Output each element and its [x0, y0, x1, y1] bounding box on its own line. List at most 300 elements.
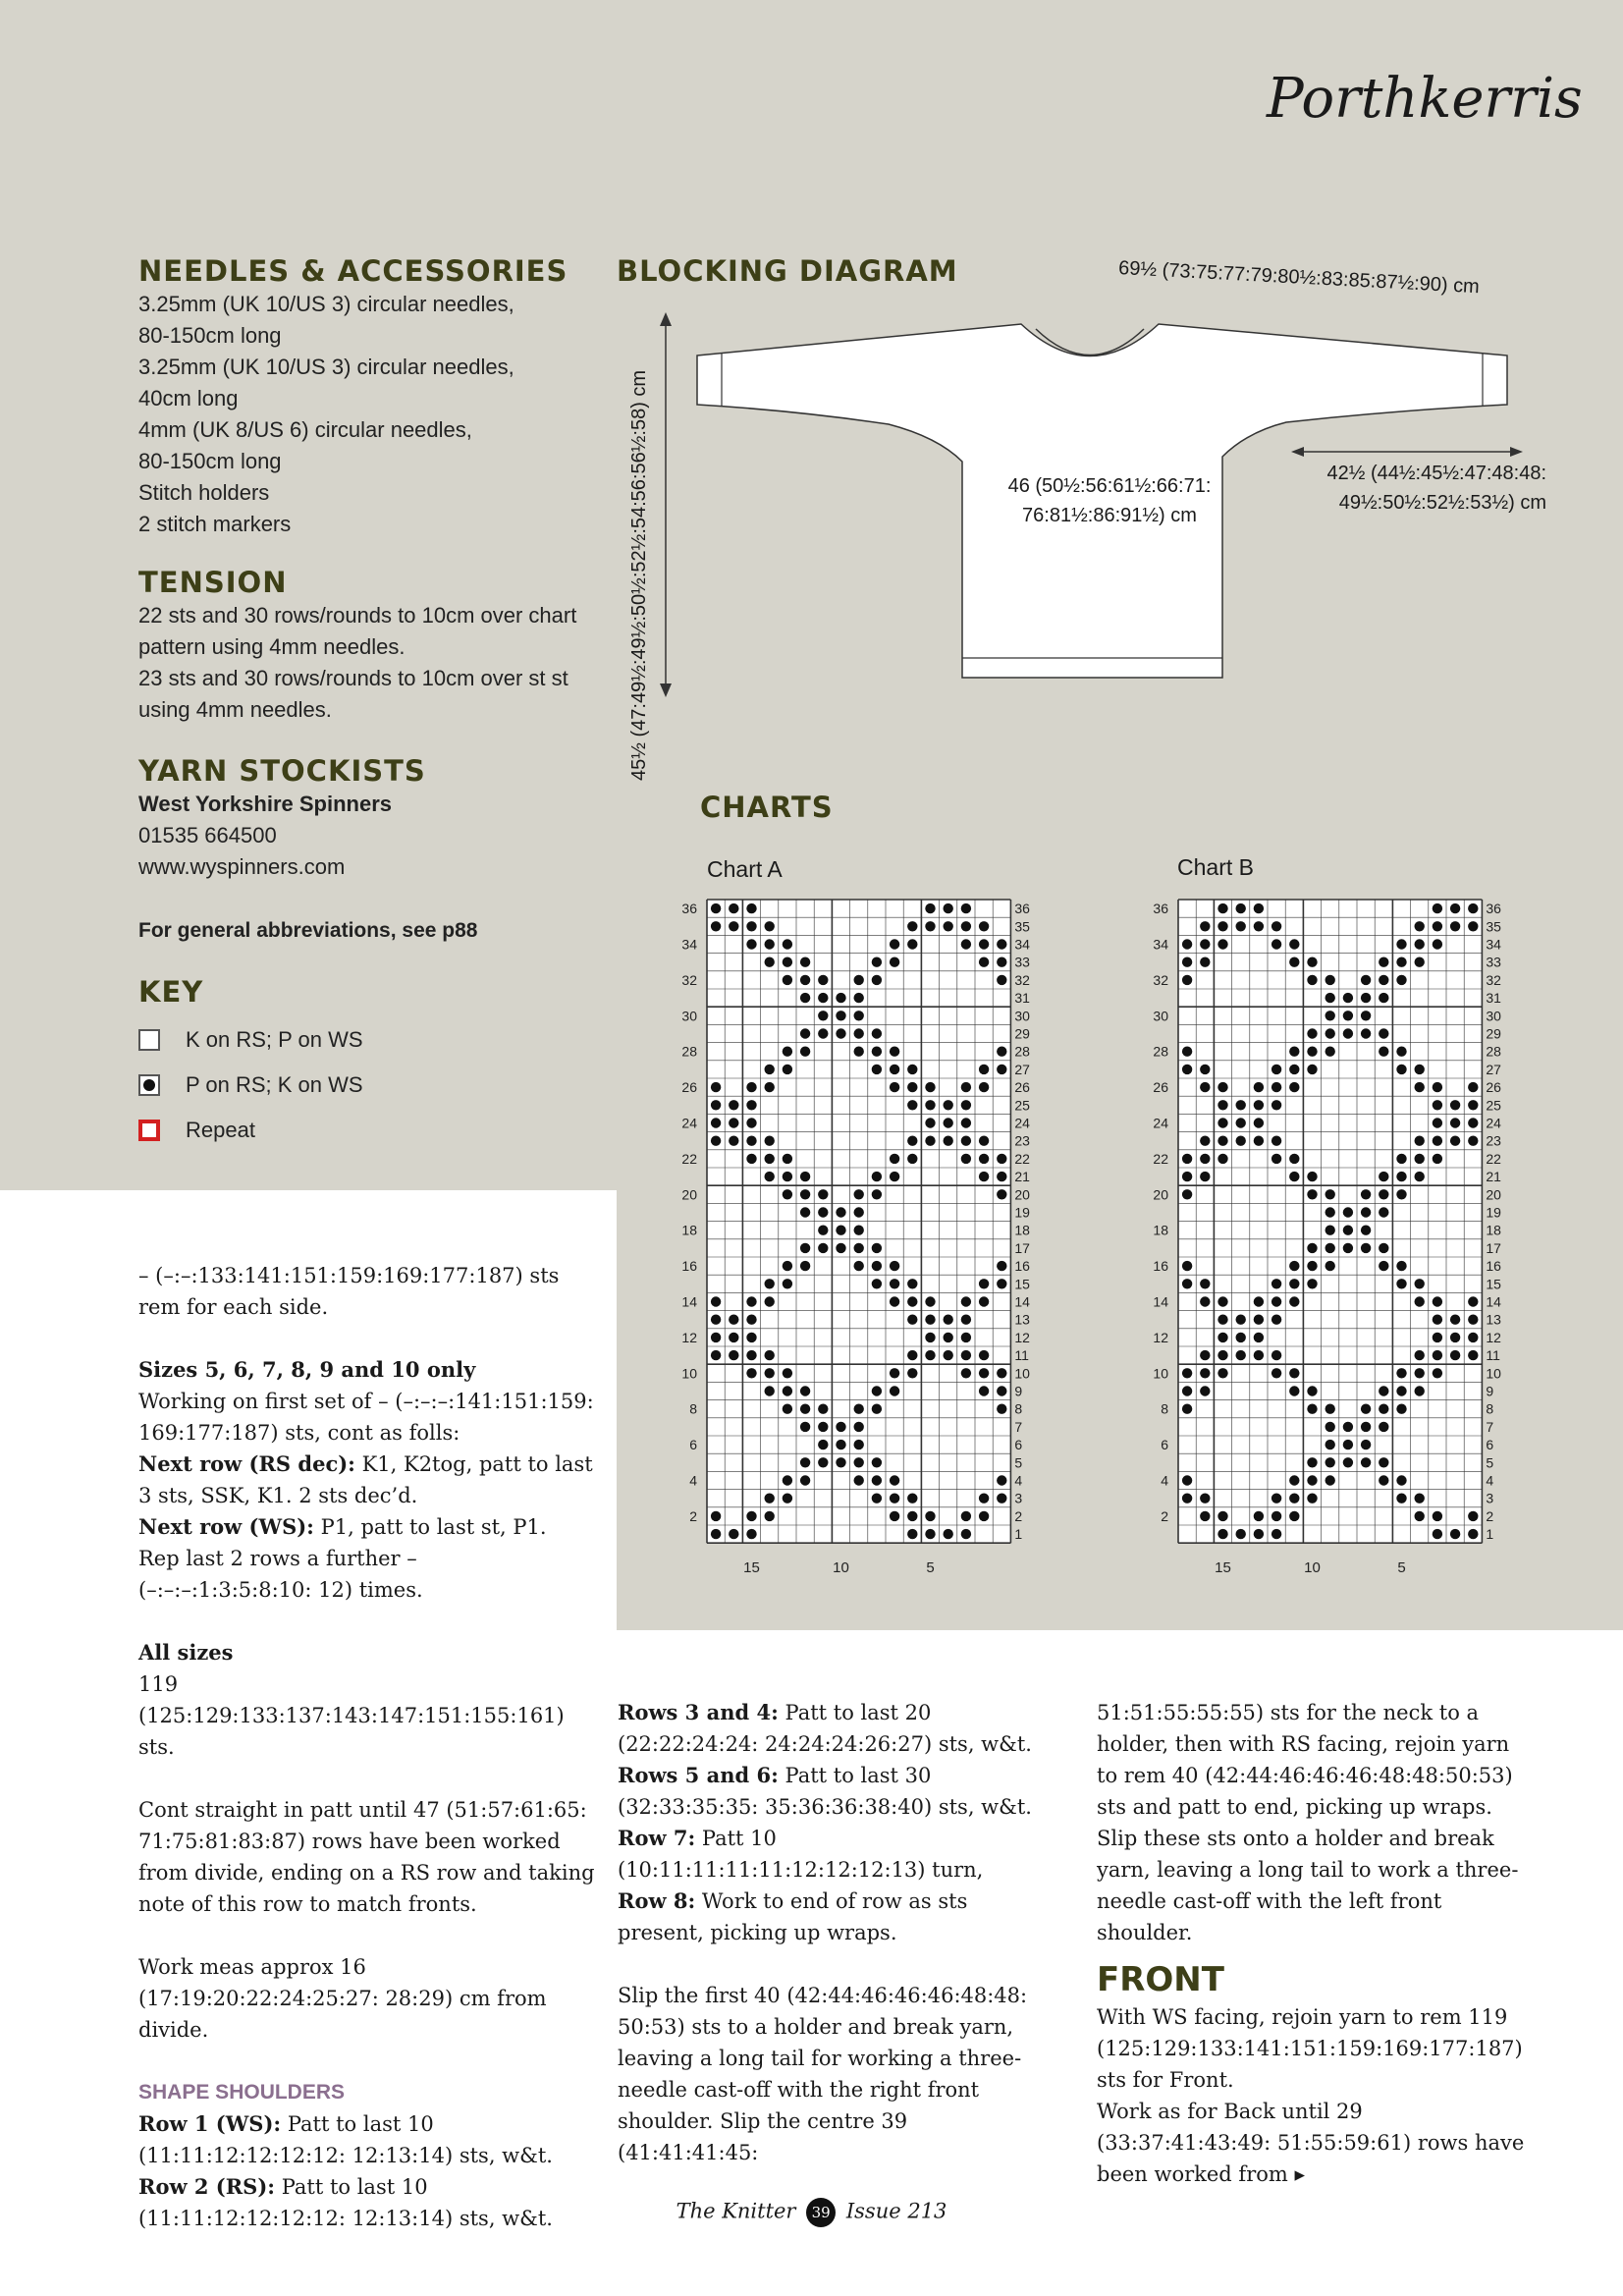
purl-dot	[1325, 1440, 1335, 1449]
row-number-left: 26	[1153, 1079, 1168, 1096]
purl-dot	[836, 1422, 845, 1432]
purl-dot	[1236, 921, 1246, 931]
purl-dot	[1254, 1082, 1264, 1092]
key-repeat	[138, 1108, 600, 1153]
purl-dot	[944, 1118, 953, 1127]
purl-dot	[783, 1154, 792, 1164]
purl-dot	[997, 1172, 1006, 1181]
purl-dot	[944, 1350, 953, 1360]
row-number-left: 32	[1153, 971, 1168, 988]
purl-dot	[890, 1511, 899, 1521]
purl-dot	[890, 1261, 899, 1271]
purl-dot	[1200, 1065, 1210, 1074]
purl-dot	[1325, 1243, 1335, 1253]
row-number-right: 9	[1486, 1383, 1494, 1399]
purl-dot	[925, 921, 935, 931]
purl-dot	[1236, 1118, 1246, 1127]
purl-dot	[1379, 1475, 1388, 1485]
row-number-right: 22	[1014, 1150, 1030, 1167]
purl-dot	[1343, 1440, 1353, 1449]
purl-dot	[1236, 1315, 1246, 1325]
stitch-number: 5	[1397, 1559, 1406, 1577]
purl-dot	[818, 1207, 828, 1217]
purl-dot	[800, 1457, 810, 1467]
purl-dot	[1379, 1386, 1388, 1395]
purl-dot	[765, 1136, 775, 1146]
purl-dot	[1325, 1404, 1335, 1414]
row-number-right: 27	[1014, 1061, 1030, 1077]
row-number-left: 12	[1153, 1329, 1168, 1345]
purl-dot	[872, 1261, 882, 1271]
purl-dot	[1468, 1529, 1478, 1539]
page-footer	[0, 2198, 1623, 2227]
purl-dot	[1217, 1529, 1227, 1539]
purl-dot	[907, 1065, 917, 1074]
purl-dot	[1379, 1404, 1388, 1414]
purl-dot	[907, 1082, 917, 1092]
purl-dot	[1182, 1279, 1192, 1288]
purl-dot	[800, 975, 810, 985]
row-number-right: 11	[1014, 1347, 1029, 1364]
purl-dot	[1307, 1279, 1317, 1288]
purl-dot	[925, 1082, 935, 1092]
purl-dot	[783, 939, 792, 949]
purl-dot	[890, 1368, 899, 1378]
purl-dot	[800, 1404, 810, 1414]
purl-dot	[783, 1065, 792, 1074]
purl-dot	[783, 1261, 792, 1271]
purl-dot	[944, 903, 953, 913]
purl-dot	[1379, 1207, 1388, 1217]
chart-b-label: Chart B	[1177, 854, 1254, 880]
purl-dot	[961, 903, 971, 913]
key-knit	[138, 1017, 600, 1063]
purl-dot	[890, 1154, 899, 1164]
purl-dot	[800, 1422, 810, 1432]
row-number-right: 5	[1014, 1454, 1023, 1471]
row-number-right: 12	[1014, 1329, 1030, 1345]
purl-dot	[979, 1279, 989, 1288]
purl-dot	[1325, 975, 1335, 985]
purl-dot	[711, 1333, 721, 1342]
row-number-right: 1	[1014, 1526, 1023, 1543]
purl-dot	[997, 1189, 1006, 1199]
purl-dot	[1468, 1350, 1478, 1360]
purl-dot	[925, 1100, 935, 1110]
purl-dot	[997, 957, 1006, 967]
purl-dot	[1450, 1118, 1460, 1127]
width-measurement: 69½ (73:75:77:79:80½:83:85:87½:90) cm	[1117, 256, 1481, 299]
row-number-right: 17	[1014, 1239, 1030, 1256]
purl-dot	[1217, 903, 1227, 913]
purl-dot	[890, 939, 899, 949]
row-number-right: 3	[1014, 1490, 1023, 1506]
purl-dot	[907, 1368, 917, 1378]
row-number-right: 33	[1014, 954, 1030, 970]
row-number-right: 9	[1014, 1383, 1023, 1399]
row-number-left: 24	[681, 1115, 697, 1131]
purl-dot	[997, 975, 1006, 985]
purl-dot	[1361, 1011, 1371, 1020]
purl-dot	[944, 1136, 953, 1146]
purl-dot	[818, 1440, 828, 1449]
purl-dot	[765, 1368, 775, 1378]
purl-dot	[890, 1494, 899, 1503]
purl-dot	[1289, 1494, 1299, 1503]
purl-dot	[1217, 1082, 1227, 1092]
col1-working: Working on first set of – (–:–:–:141:151:159: 169:177:187) sts, cont as folls:	[138, 1390, 594, 1445]
purl-dot	[997, 1047, 1006, 1057]
purl-dot	[1182, 1386, 1192, 1395]
col2-r56: Rows 5 and 6: Patt to last 30 (32:33:35:35: 35:36:36:38:40) sts, w&t.	[618, 1763, 1032, 1819]
purl-dot	[1396, 1368, 1406, 1378]
row-number-right: 30	[1486, 1008, 1501, 1024]
purl-dot	[872, 1047, 882, 1057]
purl-dot	[1325, 1457, 1335, 1467]
purl-dot	[783, 1494, 792, 1503]
purl-dot	[711, 1082, 721, 1092]
purl-dot	[1307, 1047, 1317, 1057]
purl-dot	[1254, 1315, 1264, 1325]
purl-dot	[1361, 1457, 1371, 1467]
purl-dot	[979, 921, 989, 931]
needles-line: Stitch holders	[138, 480, 270, 505]
purl-dot	[854, 1047, 864, 1057]
purl-dot	[1254, 1118, 1264, 1127]
purl-dot	[765, 1296, 775, 1306]
purl-dot	[1307, 1457, 1317, 1467]
purl-dot	[1289, 1172, 1299, 1181]
purl-dot	[1217, 1511, 1227, 1521]
purl-dot	[1271, 1136, 1281, 1146]
purl-dot	[1289, 1261, 1299, 1271]
purl-dot	[1254, 921, 1264, 931]
purl-dot	[746, 1529, 756, 1539]
purl-dot	[1307, 1494, 1317, 1503]
purl-dot	[925, 1333, 935, 1342]
charts-heading: CHARTS	[700, 791, 834, 824]
row-number-left: 14	[681, 1293, 697, 1310]
purl-dot	[1307, 1189, 1317, 1199]
row-number-right: 24	[1014, 1115, 1030, 1131]
purl-dot	[944, 1100, 953, 1110]
row-number-left: 6	[1161, 1437, 1168, 1453]
col2-slip: Slip the first 40 (42:44:46:46:46:48:48: 50:53) sts to a holder and break yarn, leaving a long tail for working a three-needle cast-off with the right front shoulder. Slip the centre 39 (41:41:41:45:	[618, 1984, 1028, 2164]
purl-dot	[1450, 903, 1460, 913]
purl-dot	[818, 993, 828, 1003]
row-number-left: 24	[1153, 1115, 1168, 1131]
purl-dot	[1343, 1207, 1353, 1217]
purl-dot	[854, 1457, 864, 1467]
col1-all-head: All sizes	[138, 1640, 234, 1665]
row-number-right: 17	[1486, 1239, 1501, 1256]
purl-dot	[1379, 1422, 1388, 1432]
yarn-company: West Yorkshire Spinners	[138, 792, 392, 816]
row-number-right: 34	[1014, 936, 1030, 953]
purl-dot	[1236, 903, 1246, 913]
stitch-number: 15	[1215, 1559, 1231, 1577]
purl-dot	[1343, 1422, 1353, 1432]
purl-dot	[1182, 1368, 1192, 1378]
purl-dot	[1217, 1118, 1227, 1127]
purl-dot	[1289, 1154, 1299, 1164]
purl-dot	[1325, 1011, 1335, 1020]
purl-dot	[1361, 1226, 1371, 1235]
purl-dot	[1254, 1529, 1264, 1539]
purl-dot	[997, 939, 1006, 949]
purl-dot	[961, 1296, 971, 1306]
purl-dot	[925, 1350, 935, 1360]
purl-dot	[890, 1386, 899, 1395]
purl-dot	[1415, 1082, 1425, 1092]
purl-dot	[1361, 993, 1371, 1003]
row-number-right: 27	[1486, 1061, 1501, 1077]
row-number-right: 12	[1486, 1329, 1501, 1345]
purl-dot	[711, 1136, 721, 1146]
length-measurement: 45½ (47:49½:49½:50½:52½:54:56:56½:58) cm	[628, 369, 650, 781]
purl-dot	[907, 1511, 917, 1521]
purl-dot	[979, 1368, 989, 1378]
needles-heading: NEEDLES & ACCESSORIES	[138, 254, 568, 288]
purl-dot	[818, 975, 828, 985]
purl-dot	[1468, 1100, 1478, 1110]
purl-dot	[1200, 1511, 1210, 1521]
purl-dot	[765, 957, 775, 967]
purl-dot	[872, 1172, 882, 1181]
purl-dot	[979, 1511, 989, 1521]
purl-dot	[1325, 1189, 1335, 1199]
purl-dot	[1433, 921, 1442, 931]
purl-dot	[1271, 1100, 1281, 1110]
purl-dot	[1307, 1261, 1317, 1271]
purl-dot	[711, 1118, 721, 1127]
row-number-right: 16	[1486, 1258, 1501, 1275]
purl-dot	[800, 1047, 810, 1057]
purl-dot	[1468, 921, 1478, 931]
purl-dot	[1271, 1368, 1281, 1378]
purl-dot	[765, 921, 775, 931]
purl-dot	[907, 939, 917, 949]
purl-dot	[1289, 1082, 1299, 1092]
purl-dot	[746, 1100, 756, 1110]
purl-dot	[1396, 1475, 1406, 1485]
row-number-right: 31	[1486, 990, 1501, 1007]
chest-measurement: 46 (50½:56:61½:66:71: 76:81½:86:91½) cm	[1007, 475, 1212, 526]
row-number-right: 14	[1486, 1293, 1501, 1310]
purl-dot	[800, 1028, 810, 1038]
row-number-left: 2	[689, 1507, 697, 1524]
purl-dot	[961, 1118, 971, 1127]
row-number-right: 6	[1014, 1437, 1023, 1453]
purl-dot	[1325, 1261, 1335, 1271]
purl-dot	[1433, 1082, 1442, 1092]
purl-dot	[783, 1279, 792, 1288]
col1-row2: Row 2 (RS): Patt to last 10 (11:11:12:12:12:12: 12:13:14) sts, w&t.	[138, 2174, 553, 2230]
purl-dot	[961, 1529, 971, 1539]
yarn-web[interactable]: www.wyspinners.com	[138, 854, 346, 879]
row-number-right: 36	[1486, 901, 1501, 917]
purl-dot	[1415, 1065, 1425, 1074]
purl-dot	[872, 1065, 882, 1074]
purl-dot	[961, 1368, 971, 1378]
purl-dot	[1182, 1047, 1192, 1057]
row-number-right: 2	[1014, 1507, 1023, 1524]
row-number-right: 28	[1486, 1043, 1501, 1060]
purl-dot	[1200, 1136, 1210, 1146]
purl-dot	[1379, 957, 1388, 967]
purl-dot	[1433, 939, 1442, 949]
purl-dot	[1468, 1082, 1478, 1092]
purl-dot	[1396, 939, 1406, 949]
purl-dot	[818, 1028, 828, 1038]
row-number-right: 23	[1014, 1132, 1030, 1149]
purl-dot	[925, 1529, 935, 1539]
purl-dot	[729, 1136, 738, 1146]
row-number-right: 15	[1014, 1276, 1030, 1292]
row-number-left: 10	[1153, 1365, 1168, 1382]
purl-dot	[1468, 1315, 1478, 1325]
chart-a-label: Chart A	[707, 856, 783, 882]
purl-dot	[961, 939, 971, 949]
footer-issue: Issue 213	[845, 2199, 947, 2223]
purl-dot	[800, 1243, 810, 1253]
purl-dot	[800, 1207, 810, 1217]
needles-line: 40cm long	[138, 386, 239, 410]
col1-meas: Work meas approx 16 (17:19:20:22:24:25:27: 28:29) cm from divide.	[138, 1955, 547, 2042]
purl-dot	[854, 1404, 864, 1414]
purl-dot	[961, 1511, 971, 1521]
purl-dot	[979, 957, 989, 967]
purl-dot	[765, 1172, 775, 1181]
purl-dot	[1289, 939, 1299, 949]
purl-dot	[1379, 1261, 1388, 1271]
purl-dot	[1433, 1511, 1442, 1521]
purl-dot	[836, 1243, 845, 1253]
purl-dot	[854, 1422, 864, 1432]
row-number-right: 3	[1486, 1490, 1494, 1506]
purl-dot	[1289, 1475, 1299, 1485]
purl-dot	[1289, 957, 1299, 967]
row-number-right: 14	[1014, 1293, 1030, 1310]
needles-line: 80-150cm long	[138, 323, 282, 348]
purl-dot	[1254, 1350, 1264, 1360]
purl-dot	[907, 1100, 917, 1110]
purl-dot	[1200, 1386, 1210, 1395]
purl-dot	[1217, 1315, 1227, 1325]
purl-dot	[800, 1475, 810, 1485]
row-number-left: 36	[681, 901, 697, 917]
needles-line: 3.25mm (UK 10/US 3) circular needles,	[138, 355, 514, 379]
purl-dot	[1433, 1315, 1442, 1325]
purl-dot	[1415, 1154, 1425, 1164]
purl-dot	[925, 1118, 935, 1127]
purl-dot	[1182, 1261, 1192, 1271]
purl-dot	[1396, 975, 1406, 985]
purl-dot	[1307, 1065, 1317, 1074]
purl-dot	[1200, 1172, 1210, 1181]
purl-dot	[836, 993, 845, 1003]
purl-dot	[746, 1350, 756, 1360]
row-number-left: 2	[1161, 1507, 1168, 1524]
col1-sizes-head: Sizes 5, 6, 7, 8, 9 and 10 only	[138, 1357, 476, 1382]
purl-dot	[711, 1100, 721, 1110]
purl-dot	[746, 1154, 756, 1164]
row-number-right: 4	[1486, 1472, 1494, 1489]
purl-dot	[1343, 993, 1353, 1003]
purl-dot	[1307, 975, 1317, 985]
row-number-left: 4	[689, 1472, 697, 1489]
purl-dot	[1182, 975, 1192, 985]
purl-dot	[1343, 1028, 1353, 1038]
purl-dot	[1271, 1350, 1281, 1360]
row-number-right: 19	[1486, 1204, 1501, 1221]
purl-dot	[1182, 1404, 1192, 1414]
purl-dot	[765, 1154, 775, 1164]
purl-dot	[746, 1368, 756, 1378]
purl-dot	[1271, 1082, 1281, 1092]
row-number-right: 18	[1014, 1222, 1030, 1238]
purl-dot	[872, 1279, 882, 1288]
purl-dot	[783, 975, 792, 985]
purl-dot	[1433, 1136, 1442, 1146]
row-number-right: 31	[1014, 990, 1030, 1007]
purl-dot	[800, 1261, 810, 1271]
yarn-phone: 01535 664500	[138, 823, 277, 847]
purl-dot	[907, 1529, 917, 1539]
purl-dot	[961, 1350, 971, 1360]
purl-dot	[961, 1082, 971, 1092]
purl-dot	[1433, 1154, 1442, 1164]
key-repeat-label: Repeat	[186, 1118, 255, 1142]
purl-dot	[1415, 921, 1425, 931]
purl-dot	[800, 1386, 810, 1395]
purl-dot	[1396, 1172, 1406, 1181]
purl-dot	[1325, 1226, 1335, 1235]
purl-dot	[711, 1529, 721, 1539]
tension-line: 22 sts and 30 rows/rounds to 10cm over chart	[138, 603, 577, 628]
purl-dot	[890, 1296, 899, 1306]
purl-dot	[1200, 1279, 1210, 1288]
purl-dot	[1182, 939, 1192, 949]
purl-dot	[854, 975, 864, 985]
row-number-right: 20	[1486, 1186, 1501, 1203]
purl-dot	[890, 1065, 899, 1074]
purl-dot	[1254, 1333, 1264, 1342]
row-number-right: 4	[1014, 1472, 1023, 1489]
stitch-number: 10	[833, 1559, 849, 1577]
purl-dot	[907, 1279, 917, 1288]
purl-dot	[890, 1082, 899, 1092]
purl-dot	[979, 1065, 989, 1074]
purl-dot	[961, 1136, 971, 1146]
row-number-left: 30	[681, 1008, 697, 1024]
purl-dot	[783, 1386, 792, 1395]
purl-dot	[818, 1422, 828, 1432]
page-title: Porthkerris	[1267, 67, 1583, 131]
purl-dot	[979, 939, 989, 949]
row-number-left: 6	[689, 1437, 697, 1453]
purl-dot	[997, 1065, 1006, 1074]
purl-dot	[854, 1226, 864, 1235]
purl-dot	[1307, 1243, 1317, 1253]
tension-line: using 4mm needles.	[138, 697, 332, 722]
purl-dot	[854, 1011, 864, 1020]
purl-dot	[1217, 1368, 1227, 1378]
col2-r34: Rows 3 and 4: Patt to last 20 (22:22:24:24: 24:24:24:26:27) sts, w&t.	[618, 1700, 1032, 1756]
purl-dot	[907, 1154, 917, 1164]
row-number-left: 30	[1153, 1008, 1168, 1024]
purl-dot	[872, 1028, 882, 1038]
